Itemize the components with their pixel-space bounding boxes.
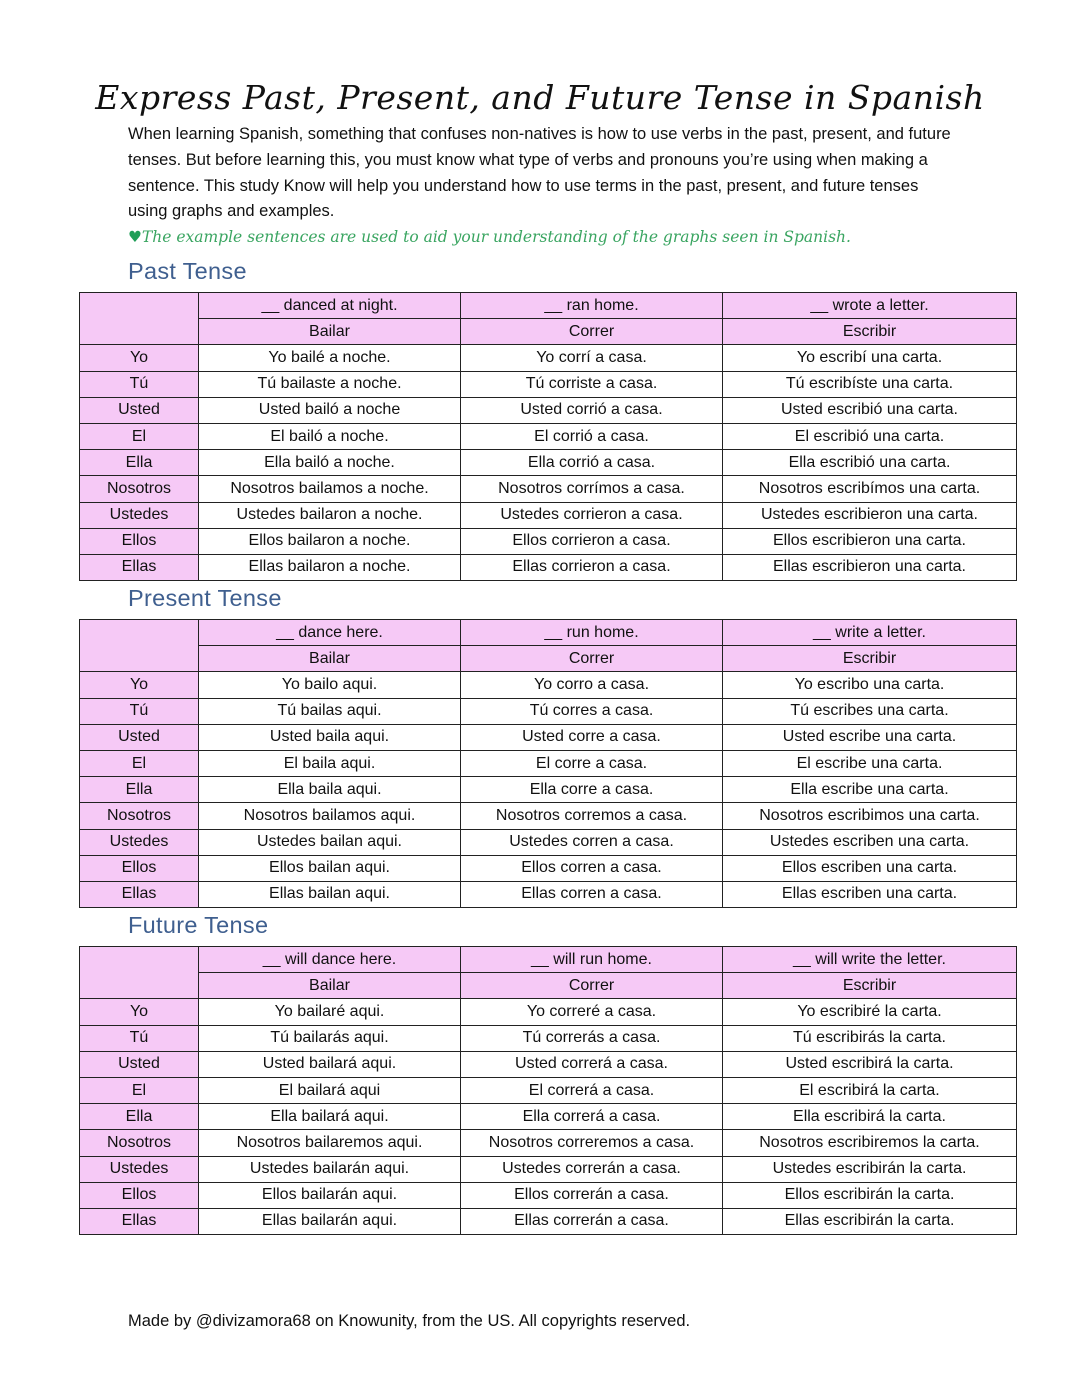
- conjugation-cell: Ellas corren a casa.: [461, 881, 723, 907]
- prompt-header-cell: __ ran home.: [461, 293, 723, 319]
- conjugation-cell: Ustedes escriben una carta.: [723, 829, 1017, 855]
- table-row: [80, 1051, 1017, 1077]
- table-row: [80, 1156, 1017, 1182]
- table-row: [80, 345, 1017, 371]
- conjugation-cell: El bailará aqui: [199, 1077, 461, 1103]
- example-note-text: The example sentences are used to aid your understanding of the graphs seen in Spanish.: [141, 228, 851, 246]
- footer-credit: Made by @divizamora68 on Knowunity, from the US. All copyrights reserved.: [128, 1312, 691, 1330]
- conjugation-cell: El baila aqui.: [199, 750, 461, 776]
- table-row: [80, 1104, 1017, 1130]
- table-row: [80, 672, 1017, 698]
- conjugation-cell: Ellas bailan aqui.: [199, 881, 461, 907]
- conjugation-cell: Ella correrá a casa.: [461, 1104, 723, 1130]
- pronoun-cell: Ella: [80, 777, 199, 803]
- conjugation-cell: Tú escribíste una carta.: [723, 371, 1017, 397]
- conjugation-cell: Ella escribe una carta.: [723, 777, 1017, 803]
- conjugation-cell: Ellos escribieron una carta.: [723, 528, 1017, 554]
- verb-header-cell: Correr: [461, 646, 723, 672]
- conjugation-cell: El corrió a casa.: [461, 423, 723, 449]
- verb-header-cell: Escribir: [723, 319, 1017, 345]
- pronoun-cell: Yo: [80, 999, 199, 1025]
- conjugation-cell: Nosotros correremos a casa.: [461, 1130, 723, 1156]
- header-corner-cell: [80, 293, 199, 345]
- table-row: [80, 502, 1017, 528]
- pronoun-cell: Usted: [80, 1051, 199, 1077]
- verb-header-cell: Correr: [461, 319, 723, 345]
- conjugation-cell: Nosotros corremos a casa.: [461, 803, 723, 829]
- table-row: [80, 829, 1017, 855]
- pronoun-cell: Ellas: [80, 1208, 199, 1234]
- conjugation-cell: Yo corro a casa.: [461, 672, 723, 698]
- table-row: [80, 450, 1017, 476]
- conjugation-cell: Tú corriste a casa.: [461, 371, 723, 397]
- conjugation-cell: Usted bailó a noche: [199, 397, 461, 423]
- pronoun-cell: Ellas: [80, 554, 199, 580]
- conjugation-cell: Ustedes corren a casa.: [461, 829, 723, 855]
- pronoun-cell: Tú: [80, 1025, 199, 1051]
- prompt-header-cell: __ write a letter.: [723, 620, 1017, 646]
- pronoun-cell: Yo: [80, 345, 199, 371]
- pronoun-cell: Ustedes: [80, 1156, 199, 1182]
- conjugation-cell: Usted corrió a casa.: [461, 397, 723, 423]
- conjugation-cell: Usted escribirá la carta.: [723, 1051, 1017, 1077]
- conjugation-cell: Ellos correrán a casa.: [461, 1182, 723, 1208]
- pronoun-cell: El: [80, 750, 199, 776]
- verb-header-cell: Bailar: [199, 319, 461, 345]
- pronoun-cell: Tú: [80, 371, 199, 397]
- table-row: [80, 1182, 1017, 1208]
- pronoun-cell: Nosotros: [80, 1130, 199, 1156]
- conjugation-cell: Ella bailará aqui.: [199, 1104, 461, 1130]
- table-row: [80, 698, 1017, 724]
- pronoun-cell: Yo: [80, 672, 199, 698]
- prompt-header-cell: __ wrote a letter.: [723, 293, 1017, 319]
- conjugation-cell: Ella corre a casa.: [461, 777, 723, 803]
- conjugation-cell: El escribirá la carta.: [723, 1077, 1017, 1103]
- conjugation-cell: Yo escribiré la carta.: [723, 999, 1017, 1025]
- section-title-past: Past Tense: [128, 258, 247, 284]
- conjugation-cell: Usted baila aqui.: [199, 724, 461, 750]
- conjugation-cell: Yo bailaré aqui.: [199, 999, 461, 1025]
- pronoun-cell: Tú: [80, 698, 199, 724]
- conjugation-cell: Nosotros escribímos una carta.: [723, 476, 1017, 502]
- future-tense-table: [79, 946, 1017, 1235]
- verb-row: [80, 973, 1017, 999]
- conjugation-cell: El bailó a noche.: [199, 423, 461, 449]
- table-row: [80, 1208, 1017, 1234]
- verb-row: [80, 319, 1017, 345]
- conjugation-cell: Tú correrás a casa.: [461, 1025, 723, 1051]
- conjugation-cell: Ustedes bailarán aqui.: [199, 1156, 461, 1182]
- pronoun-cell: Ustedes: [80, 829, 199, 855]
- conjugation-cell: Ella escribió una carta.: [723, 450, 1017, 476]
- prompt-row: [80, 293, 1017, 319]
- past-tense-table: [79, 292, 1017, 581]
- verb-header-cell: Bailar: [199, 973, 461, 999]
- conjugation-cell: Ellos bailarán aqui.: [199, 1182, 461, 1208]
- conjugation-cell: Ellos corrieron a casa.: [461, 528, 723, 554]
- conjugation-cell: Ustedes bailan aqui.: [199, 829, 461, 855]
- conjugation-cell: Usted escribe una carta.: [723, 724, 1017, 750]
- conjugation-cell: Nosotros bailamos a noche.: [199, 476, 461, 502]
- table-row: [80, 724, 1017, 750]
- present-tense-table: [79, 619, 1017, 908]
- table-row: [80, 554, 1017, 580]
- conjugation-cell: Yo corrí a casa.: [461, 345, 723, 371]
- conjugation-cell: Ustedes corrieron a casa.: [461, 502, 723, 528]
- conjugation-cell: Ellas escribirán la carta.: [723, 1208, 1017, 1234]
- table-row: [80, 1025, 1017, 1051]
- conjugation-cell: Ellos bailaron a noche.: [199, 528, 461, 554]
- verb-header-cell: Correr: [461, 973, 723, 999]
- header-corner-cell: [80, 947, 199, 999]
- section-title-future: Future Tense: [128, 912, 269, 938]
- conjugation-cell: Ustedes bailaron a noche.: [199, 502, 461, 528]
- conjugation-cell: Ellas escriben una carta.: [723, 881, 1017, 907]
- header-corner-cell: [80, 620, 199, 672]
- conjugation-cell: Ellos bailan aqui.: [199, 855, 461, 881]
- conjugation-cell: Yo bailo aqui.: [199, 672, 461, 698]
- pronoun-cell: El: [80, 423, 199, 449]
- pronoun-cell: El: [80, 1077, 199, 1103]
- conjugation-cell: Ustedes correrán a casa.: [461, 1156, 723, 1182]
- verb-header-cell: Escribir: [723, 646, 1017, 672]
- conjugation-cell: Nosotros escribiremos la carta.: [723, 1130, 1017, 1156]
- table-row: [80, 371, 1017, 397]
- verb-header-cell: Escribir: [723, 973, 1017, 999]
- table-row: [80, 1077, 1017, 1103]
- conjugation-cell: Ellas escribieron una carta.: [723, 554, 1017, 580]
- pronoun-cell: Ellas: [80, 881, 199, 907]
- pronoun-cell: Ellos: [80, 855, 199, 881]
- pronoun-cell: Usted: [80, 397, 199, 423]
- conjugation-cell: Usted correrá a casa.: [461, 1051, 723, 1077]
- table-row: [80, 855, 1017, 881]
- verb-row: [80, 646, 1017, 672]
- conjugation-cell: El corre a casa.: [461, 750, 723, 776]
- pronoun-cell: Nosotros: [80, 803, 199, 829]
- conjugation-cell: Ellas bailaron a noche.: [199, 554, 461, 580]
- conjugation-cell: Yo escribí una carta.: [723, 345, 1017, 371]
- conjugation-cell: El escribió una carta.: [723, 423, 1017, 449]
- conjugation-cell: Ella baila aqui.: [199, 777, 461, 803]
- prompt-header-cell: __ will run home.: [461, 947, 723, 973]
- conjugation-cell: Ellos corren a casa.: [461, 855, 723, 881]
- table-row: [80, 528, 1017, 554]
- conjugation-cell: Nosotros bailamos aqui.: [199, 803, 461, 829]
- conjugation-cell: Tú corres a casa.: [461, 698, 723, 724]
- conjugation-cell: Ella escribirá la carta.: [723, 1104, 1017, 1130]
- pronoun-cell: Ella: [80, 450, 199, 476]
- conjugation-cell: Nosotros escribimos una carta.: [723, 803, 1017, 829]
- pronoun-cell: Usted: [80, 724, 199, 750]
- conjugation-cell: Nosotros bailaremos aqui.: [199, 1130, 461, 1156]
- conjugation-cell: Usted escribió una carta.: [723, 397, 1017, 423]
- conjugation-cell: Ella bailó a noche.: [199, 450, 461, 476]
- table-row: [80, 476, 1017, 502]
- heart-icon: ♥: [128, 228, 142, 246]
- prompt-header-cell: __ will dance here.: [199, 947, 461, 973]
- conjugation-cell: Yo bailé a noche.: [199, 345, 461, 371]
- conjugation-cell: Ella corrió a casa.: [461, 450, 723, 476]
- table-row: [80, 881, 1017, 907]
- conjugation-cell: Nosotros corrímos a casa.: [461, 476, 723, 502]
- prompt-header-cell: __ run home.: [461, 620, 723, 646]
- conjugation-cell: Ustedes escribieron una carta.: [723, 502, 1017, 528]
- pronoun-cell: Ustedes: [80, 502, 199, 528]
- conjugation-cell: Ustedes escribirán la carta.: [723, 1156, 1017, 1182]
- table-row: [80, 423, 1017, 449]
- conjugation-cell: Tú bailaste a noche.: [199, 371, 461, 397]
- conjugation-cell: Tú bailarás aqui.: [199, 1025, 461, 1051]
- pronoun-cell: Nosotros: [80, 476, 199, 502]
- conjugation-cell: Ellas corrieron a casa.: [461, 554, 723, 580]
- conjugation-cell: Ellos escribirán la carta.: [723, 1182, 1017, 1208]
- prompt-row: [80, 947, 1017, 973]
- verb-header-cell: Bailar: [199, 646, 461, 672]
- table-row: [80, 999, 1017, 1025]
- table-row: [80, 1130, 1017, 1156]
- conjugation-cell: El escribe una carta.: [723, 750, 1017, 776]
- pronoun-cell: Ella: [80, 1104, 199, 1130]
- conjugation-cell: El correrá a casa.: [461, 1077, 723, 1103]
- conjugation-cell: Tú escribes una carta.: [723, 698, 1017, 724]
- conjugation-cell: Usted bailará aqui.: [199, 1051, 461, 1077]
- conjugation-cell: Ellas correrán a casa.: [461, 1208, 723, 1234]
- pronoun-cell: Ellos: [80, 1182, 199, 1208]
- example-note: [128, 228, 968, 246]
- prompt-header-cell: __ dance here.: [199, 620, 461, 646]
- table-row: [80, 777, 1017, 803]
- table-row: [80, 750, 1017, 776]
- pronoun-cell: Ellos: [80, 528, 199, 554]
- intro-paragraph: When learning Spanish, something that confuses non-natives is how to use verbs in the past, present, and future tenses. But before learning this, you must know what type of verbs and pronouns you’re using when making a sentence. This study Know will help you understand how to use terms in the past, present, and future tenses using graphs and examples.: [128, 125, 951, 221]
- prompt-header-cell: __ will write the letter.: [723, 947, 1017, 973]
- conjugation-cell: Yo escribo una carta.: [723, 672, 1017, 698]
- section-title-present: Present Tense: [128, 585, 282, 611]
- page-title: Express Past, Present, and Future Tense in Spanish: [95, 78, 985, 117]
- conjugation-cell: Usted corre a casa.: [461, 724, 723, 750]
- table-row: [80, 397, 1017, 423]
- conjugation-cell: Tú bailas aqui.: [199, 698, 461, 724]
- conjugation-cell: Yo correré a casa.: [461, 999, 723, 1025]
- table-row: [80, 803, 1017, 829]
- prompt-row: [80, 620, 1017, 646]
- conjugation-cell: Ellas bailarán aqui.: [199, 1208, 461, 1234]
- conjugation-cell: Tú escribirás la carta.: [723, 1025, 1017, 1051]
- conjugation-cell: Ellos escriben una carta.: [723, 855, 1017, 881]
- prompt-header-cell: __ danced at night.: [199, 293, 461, 319]
